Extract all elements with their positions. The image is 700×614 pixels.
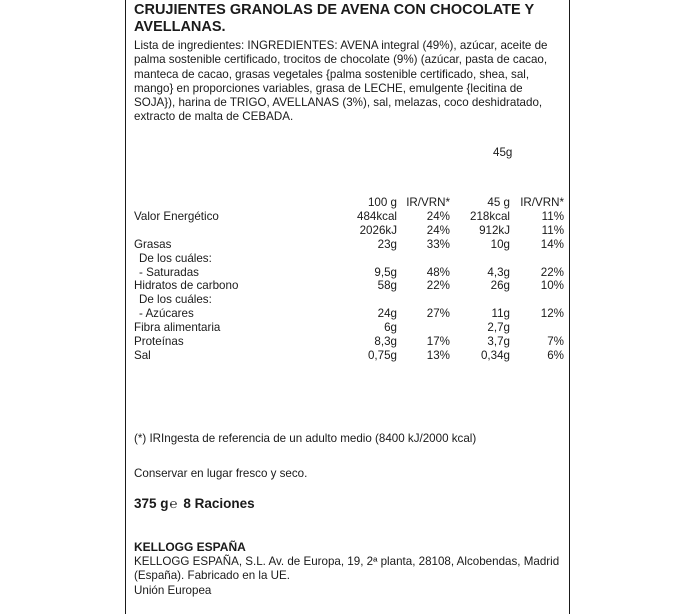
nutrition-row bbox=[134, 238, 564, 252]
nutrient-value: 14% bbox=[540, 237, 564, 251]
nutrient-value: 11% bbox=[541, 209, 564, 223]
nutrient-value: 26g bbox=[490, 279, 510, 293]
ingredients-list: Lista de ingredientes: INGREDIENTES: AVENA integral (49%), azúcar, aceite de palma sostenible certificado, trocitos de chocolate (9%) (azúcar, pasta de cacao, manteca de cacao, grasas vegetales {palma sostenible certificado, shea, sal, mango} en proporciones variables, grasa de LECHE, emulgente {lecitina de SOJA}), harina de TRIGO, AVELLANAS (3%), sal, melazas, coco deshidratado, extracto de malta de CEBADA. bbox=[134, 39, 548, 124]
nutrient-name: Fibra alimentaria bbox=[134, 321, 221, 335]
nutrient-value: 22% bbox=[426, 279, 450, 293]
nutrient-value: 8,3g bbox=[374, 335, 397, 349]
nutrient-name: De los cuáles: bbox=[139, 293, 212, 307]
net-quantity-line bbox=[134, 496, 255, 511]
nutrition-row bbox=[134, 279, 564, 293]
nutrient-value: 24% bbox=[426, 209, 450, 223]
portion-size: 45g bbox=[493, 146, 513, 159]
nutrient-value: 22% bbox=[540, 265, 564, 279]
nutrient-value: 218kcal bbox=[470, 209, 510, 223]
nutrient-value: 484kcal bbox=[357, 209, 397, 223]
nutrient-value bbox=[510, 252, 564, 266]
nutrient-value bbox=[450, 252, 510, 266]
reference-intake-footnote: (*) IRIngesta de referencia de un adulto medio (8400 kJ/2000 kcal) bbox=[134, 432, 477, 445]
net-quantity: 375 g bbox=[134, 496, 169, 511]
nutrient-value bbox=[510, 321, 564, 335]
nutrient-value: 24% bbox=[426, 223, 450, 237]
nutrition-row bbox=[134, 293, 564, 307]
nutrition-row bbox=[134, 307, 564, 321]
nutrient-value bbox=[397, 293, 450, 307]
storage-instructions: Conservar en lugar fresco y seco. bbox=[134, 467, 308, 480]
nutrient-value: 6% bbox=[547, 348, 564, 362]
nutrition-header-cell: IR/VRN* bbox=[520, 196, 564, 209]
nutrient-value: 13% bbox=[426, 348, 450, 362]
nutrient-value: 23g bbox=[377, 237, 397, 251]
nutrition-row bbox=[134, 224, 564, 238]
company-name: KELLOGG ESPAÑA bbox=[134, 540, 246, 554]
nutrition-row bbox=[134, 266, 564, 280]
nutrient-value: 7% bbox=[547, 335, 564, 349]
product-label bbox=[125, 0, 570, 614]
nutrition-row bbox=[134, 252, 564, 266]
servings: 8 Raciones bbox=[183, 496, 255, 511]
nutrient-value: 0,75g bbox=[367, 348, 397, 362]
nutrient-value: 58g bbox=[377, 279, 397, 293]
nutrient-value: 27% bbox=[426, 307, 450, 321]
nutrient-value: 48% bbox=[426, 265, 450, 279]
nutrient-value bbox=[317, 293, 397, 307]
nutrition-row bbox=[134, 210, 564, 224]
nutrient-value: 912kJ bbox=[479, 223, 510, 237]
nutrient-name: Grasas bbox=[134, 237, 172, 251]
nutrient-value: 11g bbox=[491, 307, 510, 321]
nutrient-name: Hidratos de carbono bbox=[134, 279, 239, 293]
estimated-sign-icon: ℮ bbox=[169, 496, 178, 511]
nutrient-name bbox=[134, 224, 317, 238]
nutrient-name: Valor Energético bbox=[134, 209, 219, 223]
nutrition-row bbox=[134, 335, 564, 349]
product-title: CRUJIENTES GRANOLAS DE AVENA CON CHOCOLATE Y AVELLANAS. bbox=[134, 2, 534, 35]
nutrient-value: 2,7g bbox=[487, 321, 510, 335]
nutrition-header-cell: 45 g bbox=[487, 196, 510, 209]
nutrition-header-cell bbox=[134, 196, 317, 210]
nutrition-header-row bbox=[134, 196, 564, 210]
nutrient-value bbox=[397, 252, 450, 266]
company-address: KELLOGG ESPAÑA, S.L. Av. de Europa, 19, 2ª planta, 28108, Alcobendas, Madrid (España). Fabricado en la UE. bbox=[134, 555, 560, 583]
nutrient-value: 17% bbox=[426, 335, 450, 349]
nutrient-value: 2026kJ bbox=[359, 223, 397, 237]
nutrient-value: 9,5g bbox=[374, 265, 397, 279]
nutrient-name: De los cuáles: bbox=[139, 251, 212, 265]
nutrition-row bbox=[134, 321, 564, 335]
nutrient-value: 6g bbox=[384, 321, 397, 335]
nutrient-value bbox=[510, 293, 564, 307]
nutrient-value: 10% bbox=[540, 279, 564, 293]
nutrient-name: - Azúcares bbox=[139, 307, 194, 321]
nutrition-row bbox=[134, 349, 564, 363]
nutrient-name: Proteínas bbox=[134, 335, 184, 349]
nutrient-value: 24g bbox=[377, 307, 397, 321]
nutrient-value: 33% bbox=[426, 237, 450, 251]
nutrient-value: 4,3g bbox=[487, 265, 510, 279]
nutrient-value: 11% bbox=[541, 223, 564, 237]
nutrient-value bbox=[317, 252, 397, 266]
origin: Unión Europea bbox=[134, 584, 212, 597]
nutrient-value: 0,34g bbox=[480, 348, 510, 362]
nutrient-value: 12% bbox=[540, 307, 564, 321]
nutrition-header-cell: IR/VRN* bbox=[406, 196, 450, 209]
nutrition-header-cell: 100 g bbox=[367, 196, 397, 209]
nutrition-table-body bbox=[134, 196, 564, 363]
nutrition-table bbox=[134, 196, 564, 363]
nutrient-value bbox=[397, 321, 450, 335]
nutrient-value: 10g bbox=[490, 237, 510, 251]
nutrient-value: 3,7g bbox=[487, 335, 510, 349]
nutrient-name: - Saturadas bbox=[139, 265, 199, 279]
nutrient-name: Sal bbox=[134, 348, 151, 362]
nutrient-value bbox=[450, 293, 510, 307]
